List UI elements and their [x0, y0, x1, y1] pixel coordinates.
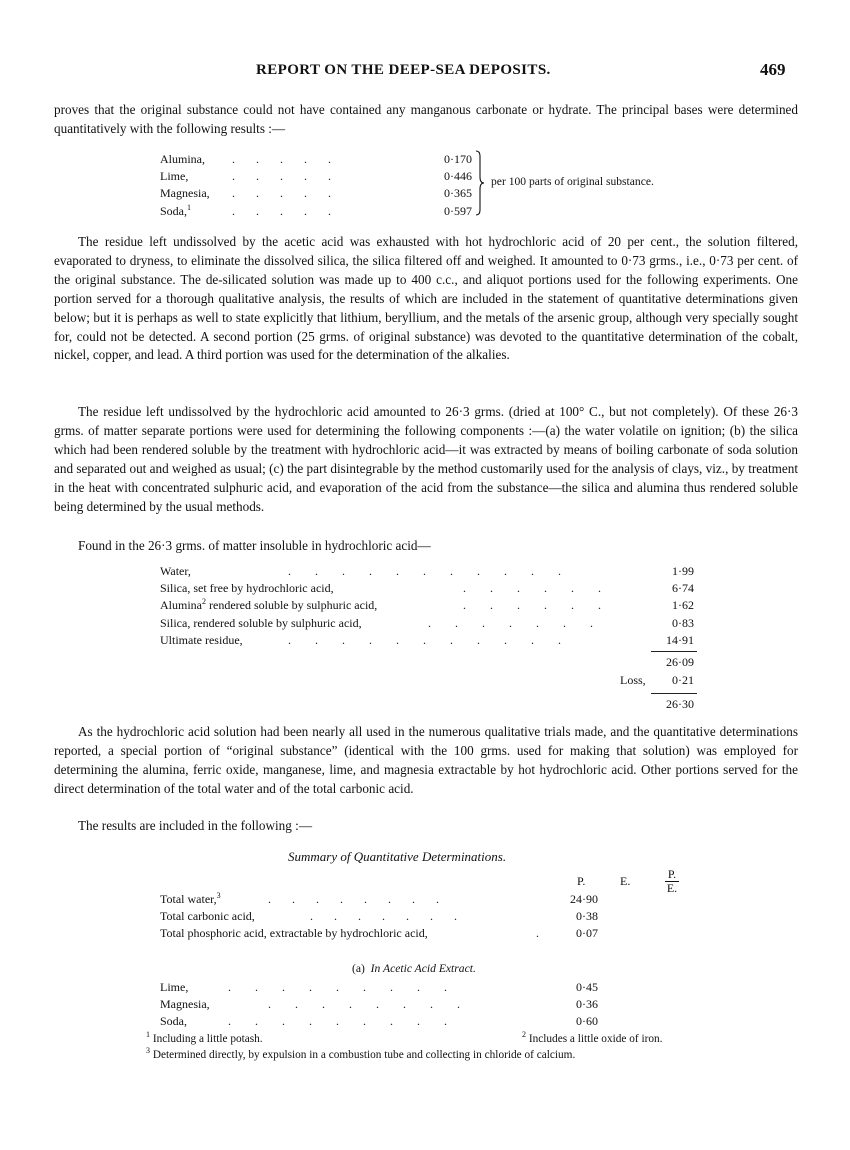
row-value: 0·446 — [444, 169, 472, 184]
row-label: Soda, — [160, 1014, 187, 1029]
paragraph-found — [54, 537, 798, 556]
paragraph-results — [54, 817, 798, 836]
fraction-numerator: P. — [665, 868, 679, 882]
paragraph-as-text: As the hydrochloric acid solution had been nearly all used in the numerous qualitative trials made, and the quantitative determinations reported, a special portion of “original substance” (identical with the 100 grms. used for making that solution) was employed for determining the alumina, ferric oxide, manganese, lime, and magnesia extractable by hot hydrochloric acid. Other portions served for the direct determination of the total water and of the total carbonic acid. — [54, 724, 798, 796]
footnote-2 — [522, 1030, 663, 1045]
loss-label: Loss, — [620, 673, 646, 687]
row-label: Magnesia, — [160, 997, 210, 1012]
footnote-mark: 2 — [522, 1030, 526, 1040]
row-value: 6·74 — [672, 581, 694, 596]
acetic-subtitle-text: In Acetic Acid Extract. — [370, 962, 476, 975]
bases-table — [160, 151, 480, 220]
footnote-text: Includes a little oxide of iron. — [528, 1033, 663, 1045]
fraction-denominator: E. — [666, 881, 678, 895]
paragraph-hcl-text: The residue left undissolved by the hydrochloric acid amounted to 26·3 grms. (dried at 100° C., but not completely). Of these 26·3 grms. of matter separate portions were used for determining the following components :—(a) the water volatile on ignition; (b) the silica which had been rendered soluble by the treatment with hydrochloric acid—it was extracted by means of boiling carbonate of soda solution and separated out and weighed as usual; (c) the part disintegrable by the method customarily used for the analysis of clays, viz., by treatment in the heat with concentrated sulphuric acid, and evaporation of the acid from the substance—the silica and alumina thus rendered soluble being determined by the usual methods. — [54, 404, 798, 514]
row-label: Water, — [160, 564, 191, 578]
total-value: 26·30 — [666, 697, 694, 711]
row-label: Magnesia, — [160, 186, 210, 201]
brace-note: per 100 parts of original substance. — [491, 175, 654, 188]
page-number: 469 — [760, 60, 786, 79]
row-value: 0·36 — [576, 997, 598, 1012]
row-label: Alumina$^2$ rendered soluble by sulphuric acid, — [160, 597, 378, 613]
running-header — [0, 62, 850, 84]
table-row: Silica, rendered soluble by sulphuric acid, . . . . . . . 0·83 — [160, 615, 700, 632]
row-value: 24·90 — [570, 892, 598, 906]
row-value: 0·38 — [576, 909, 598, 924]
column-header-p-over-e — [665, 868, 679, 895]
footnote-1 — [146, 1030, 263, 1045]
table-row: Alumina$^2$ rendered soluble by sulphuric acid, . . . . . . 1·62 — [160, 597, 700, 614]
table-row: Lime, . . . . . 0·446 — [160, 168, 480, 185]
row-label: Silica, set free by hydrochloric acid, — [160, 581, 334, 596]
summary-title: Summary of Quantitative Determinations. — [288, 849, 507, 864]
table-row: Ultimate residue, . . . . . . . . . . . 14·91 — [160, 632, 700, 649]
paragraph-as — [54, 723, 798, 799]
footnote-text: Determined directly, by expulsion in a combustion tube and collecting in chloride of calcium. — [152, 1049, 576, 1061]
table-row: Lime, . . . . . . . . . 0·45 — [160, 979, 600, 996]
table-row: Total phosphoric acid, extractable by hydrochloric acid, . 0·07 — [160, 925, 600, 942]
paragraph-results-text: The results are included in the following :— — [78, 818, 313, 833]
row-value: 1·62 — [672, 598, 694, 613]
paragraph-hcl — [54, 403, 798, 516]
table-row: Magnesia, . . . . . 0·365 — [160, 185, 480, 202]
row-label: Ultimate residue, — [160, 632, 243, 647]
row-value: 0·07 — [576, 926, 598, 941]
table-row: Total carbonic acid, . . . . . . . 0·38 — [160, 908, 600, 925]
row-value: 0·83 — [672, 615, 694, 630]
footnote-mark: 1 — [146, 1030, 150, 1040]
footnote-mark: 2 — [202, 597, 206, 607]
paragraph-intro-text: proves that the original substance could not have contained any manganous carbonate or hydrate. The principal bases were determined quantitatively with the following results :— — [54, 102, 798, 136]
footnote-3 — [146, 1046, 576, 1061]
footnote-mark: 3 — [216, 891, 221, 900]
paragraph-found-text: Found in the 26·3 grms. of matter insoluble in hydrochloric acid— — [78, 538, 431, 553]
footnote-mark: 3 — [146, 1046, 150, 1056]
paragraph-residue-text: The residue left undissolved by the acetic acid was exhausted with hot hydrochloric acid of 20 per cent., the solution filtered, evaporated to dryness, to eliminate the dissolved silica, the silica filtered off and weighed. It amounted to 0·73 grms., i.e., 0·73 per cent. of the original substance. The de-silicated solution was made up to 400 c.c., and aliquot portions used for the following experiments. One portion served for a thorough qualitative analysis, the results of which are included in the statement of quantitative determinations given below; but it is perhaps as well to state explicitly that lithium, beryllium, and the metals of the arsenic group, although very specially sought for, could not be detected. A second portion (25 grms. of original substance) was devoted to the quantitative determination of the cobalt, nickel, copper, and lead. A third portion was used for the determination of the alkalies. — [54, 234, 798, 363]
table-row: Silica, set free by hydrochloric acid, . . . . . . 6·74 — [160, 580, 700, 597]
row-label: Lime, — [160, 169, 189, 184]
table-row: Water, . . . . . . . . . . . 1·99 — [160, 563, 700, 580]
loss-value: 0·21 — [672, 673, 694, 687]
row-value: 0·365 — [444, 186, 472, 201]
acetic-subtitle — [352, 962, 476, 975]
column-header-p: P. — [577, 874, 586, 888]
row-label: Alumina, — [160, 152, 205, 166]
curly-brace-icon — [475, 150, 485, 216]
table-row: Soda, . . . . . . . . . 0·60 — [160, 1013, 600, 1030]
row-value: 0·60 — [576, 1014, 598, 1029]
row-value: 14·91 — [666, 632, 694, 647]
footnote-mark: 1 — [187, 202, 191, 212]
row-value: 0·45 — [576, 980, 598, 994]
row-label: Total water,$^3$ — [160, 891, 221, 906]
paragraph-intro — [54, 101, 798, 139]
row-value: 1·99 — [672, 564, 694, 578]
table-row: Soda,$^1$ . . . . . 0·597 — [160, 203, 480, 220]
row-label: Total phosphoric acid, extractable by hydrochloric acid, — [160, 926, 428, 941]
acetic-table — [160, 979, 600, 1031]
acetic-subtitle-prefix: (a) — [352, 962, 365, 975]
paragraph-residue — [54, 233, 798, 365]
row-label: Total carbonic acid, — [160, 909, 255, 924]
table-row: Alumina, . . . . . 0·170 — [160, 151, 480, 168]
table-row: Total water,$^3$ . . . . . . . . 24·90 — [160, 891, 600, 908]
summary-table — [160, 891, 600, 943]
column-header-e: E. — [620, 874, 631, 888]
row-value: 0·597 — [444, 203, 472, 218]
sum-rule — [651, 651, 697, 652]
row-label: Lime, — [160, 980, 189, 994]
row-label: Soda,$^1$ — [160, 202, 191, 218]
table-row: Magnesia, . . . . . . . . 0·36 — [160, 996, 600, 1013]
sum-rule — [651, 693, 697, 694]
insoluble-table — [160, 563, 700, 649]
row-value: 0·170 — [444, 152, 472, 166]
footnote-text: Including a little potash. — [152, 1033, 263, 1045]
row-label: Silica, rendered soluble by sulphuric acid, — [160, 615, 362, 630]
subtotal-value: 26·09 — [666, 655, 694, 669]
running-title: REPORT ON THE DEEP-SEA DEPOSITS. — [256, 62, 551, 78]
